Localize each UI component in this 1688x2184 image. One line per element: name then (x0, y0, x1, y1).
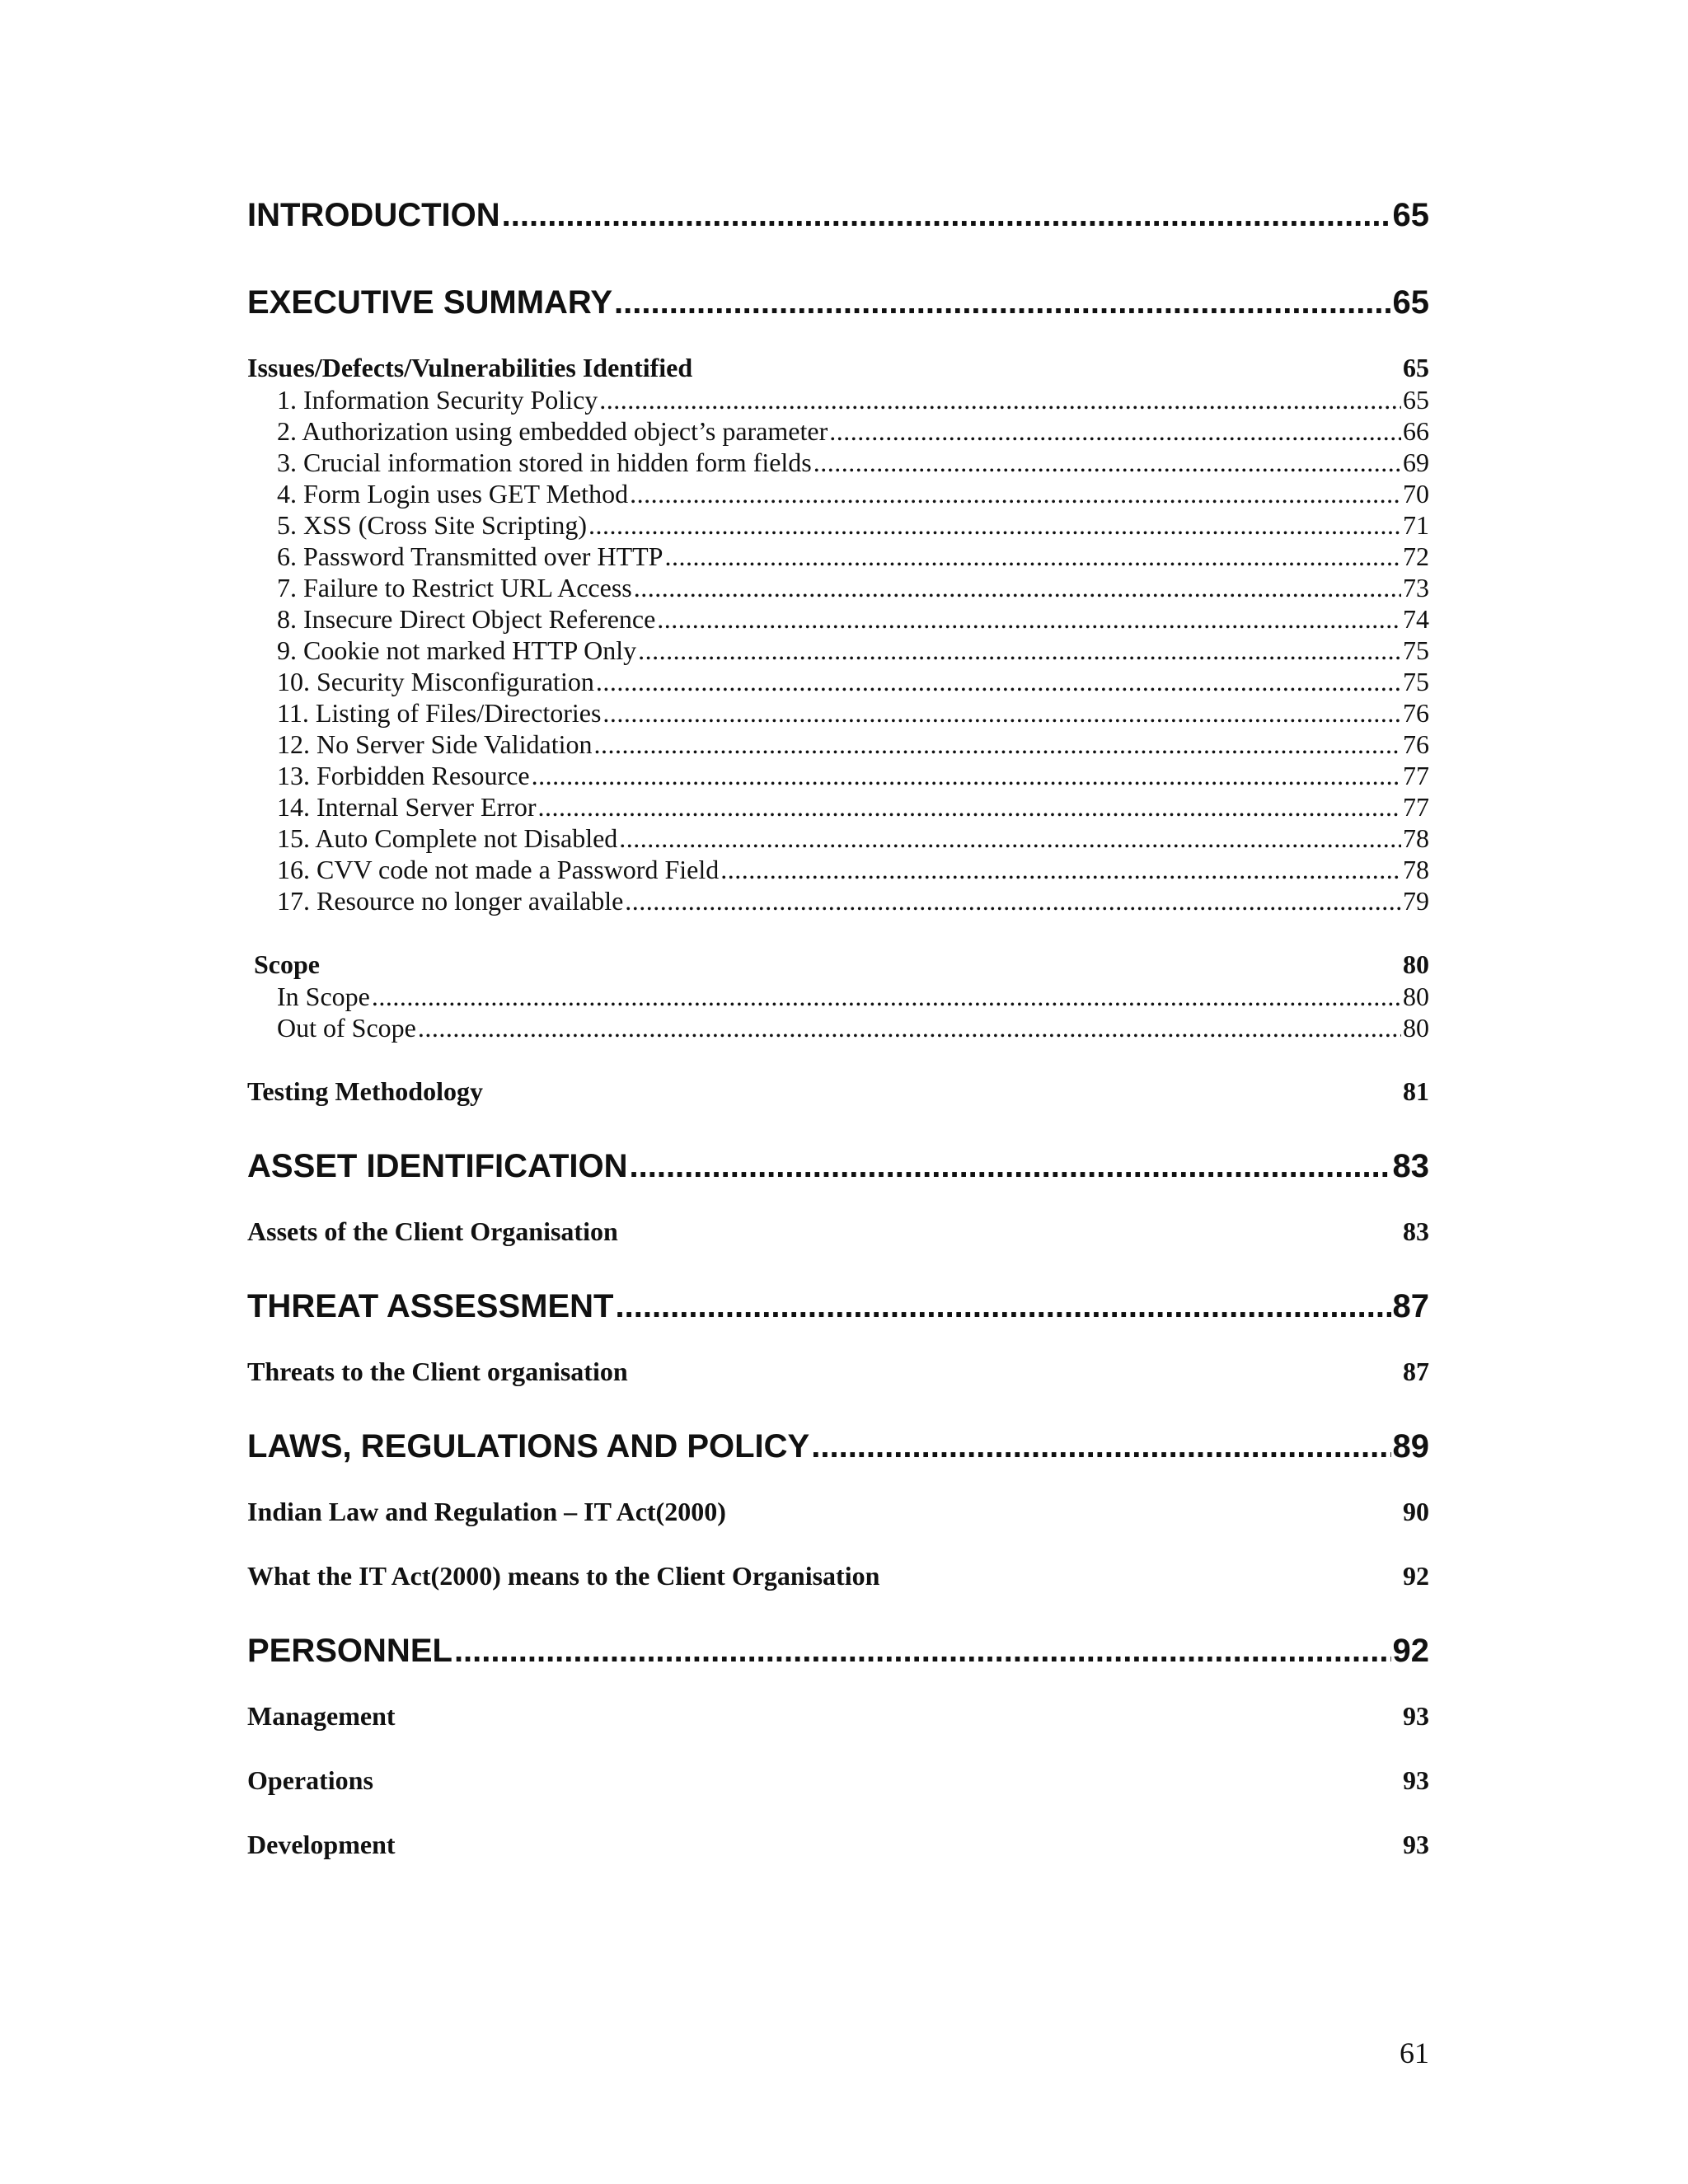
toc-subentry[interactable]: 17. Resource no longer available ..... 79 (247, 885, 1429, 916)
toc-entry-label: Issues/Defects/Vulnerabilities Identified (247, 353, 693, 382)
dot-leader (596, 666, 1401, 697)
toc-entry-issues[interactable] (247, 351, 1429, 384)
dot-leader (593, 729, 1401, 760)
toc-subentry[interactable]: 10. Security Misconfiguration ..... 75 (247, 666, 1429, 697)
toc-subentry[interactable]: 3. Crucial information stored in hidden form fields ..... 69 (247, 447, 1429, 478)
dot-leader (634, 572, 1401, 603)
dot-leader (532, 760, 1401, 791)
toc-entry-executive-summary[interactable] (247, 282, 1429, 323)
toc-entry-threats-client[interactable]: Threats to the Client organisation 87 (247, 1357, 1429, 1386)
dot-leader (454, 1630, 1391, 1671)
dot-leader (603, 697, 1401, 729)
toc-entry-indian-law[interactable]: Indian Law and Regulation – IT Act(2000) 90 (247, 1497, 1429, 1526)
toc-entry-page: 65 (1392, 284, 1429, 321)
toc-subentry[interactable]: 13. Forbidden Resource ..... 77 (247, 760, 1429, 791)
toc-subentry[interactable]: 15. Auto Complete not Disabled ..... 78 (247, 823, 1429, 854)
dot-leader (829, 415, 1401, 447)
toc-subentry[interactable]: 9. Cookie not marked HTTP Only ..... 75 (247, 635, 1429, 666)
dot-leader (538, 791, 1401, 823)
toc-entry-out-of-scope[interactable]: Out of Scope ..... 80 (247, 1012, 1429, 1043)
dot-leader (629, 1146, 1390, 1187)
table-of-contents (247, 194, 1429, 1861)
dot-leader (614, 282, 1390, 323)
toc-subentry[interactable]: 14. Internal Server Error ..... 77 (247, 791, 1429, 823)
dot-leader (630, 478, 1401, 509)
toc-entry-personnel[interactable]: PERSONNEL ..... 92 (247, 1630, 1429, 1671)
toc-entry-threat-assessment[interactable]: THREAT ASSESSMENT ..... 87 (247, 1286, 1429, 1327)
toc-entry-label: Scope (254, 949, 320, 979)
issue-list (247, 384, 1429, 916)
dot-leader (615, 1286, 1390, 1327)
dot-leader (619, 823, 1401, 854)
dot-leader (418, 1012, 1401, 1043)
toc-entry-label: INTRODUCTION (247, 197, 500, 233)
dot-leader (811, 1426, 1390, 1467)
dot-leader (588, 509, 1401, 541)
page-number: 61 (1400, 2036, 1429, 2069)
toc-entry-page: 80 (1403, 949, 1429, 979)
dot-leader (720, 854, 1401, 885)
toc-subentry[interactable]: 4. Form Login uses GET Method ..... 70 (247, 478, 1429, 509)
dot-leader (664, 541, 1401, 572)
toc-entry-assets-client[interactable]: Assets of the Client Organisation 83 (247, 1216, 1429, 1246)
dot-leader (814, 447, 1401, 478)
toc-entry-label: EXECUTIVE SUMMARY (247, 284, 613, 321)
dot-leader (625, 885, 1401, 916)
toc-subentry[interactable]: 8. Insecure Direct Object Reference ..... 74 (247, 603, 1429, 635)
dot-leader (599, 384, 1401, 415)
toc-entry-page: 65 (1392, 197, 1429, 233)
toc-subentry[interactable]: 5. XSS (Cross Site Scripting) ..... 71 (247, 509, 1429, 541)
dot-leader (502, 194, 1391, 236)
toc-entry-asset-identification[interactable]: ASSET IDENTIFICATION ..... 83 (247, 1146, 1429, 1187)
toc-subentry[interactable]: 1. Information Security Policy ..... 65 (247, 384, 1429, 415)
toc-entry-development[interactable]: Development 93 (247, 1830, 1429, 1859)
toc-entry-page: 65 (1403, 353, 1429, 382)
dot-leader (657, 603, 1401, 635)
toc-subentry[interactable]: 12. No Server Side Validation ..... 76 (247, 729, 1429, 760)
toc-entry-testing-methodology[interactable]: Testing Methodology 81 (247, 1076, 1429, 1106)
toc-entry-management[interactable]: Management 93 (247, 1701, 1429, 1731)
toc-subentry[interactable]: 2. Authorization using embedded object’s parameter ..... 66 (247, 415, 1429, 447)
toc-entry-laws[interactable]: LAWS, REGULATIONS AND POLICY ..... 89 (247, 1426, 1429, 1467)
toc-entry-in-scope[interactable]: In Scope ..... 80 (247, 981, 1429, 1012)
toc-subentry[interactable]: 16. CVV code not made a Password Field ..... 78 (247, 854, 1429, 885)
toc-subentry[interactable]: 7. Failure to Restrict URL Access ..... 73 (247, 572, 1429, 603)
dot-leader (372, 981, 1401, 1012)
toc-entry-operations[interactable]: Operations 93 (247, 1765, 1429, 1795)
toc-entry-introduction[interactable] (247, 194, 1429, 236)
toc-entry-scope[interactable] (247, 948, 1429, 981)
toc-entry-it-act-meaning[interactable]: What the IT Act(2000) means to the Client Organisation 92 (247, 1561, 1429, 1591)
toc-subentry[interactable]: 6. Password Transmitted over HTTP ..... 72 (247, 541, 1429, 572)
dot-leader (638, 635, 1401, 666)
toc-subentry[interactable]: 11. Listing of Files/Directories ..... 76 (247, 697, 1429, 729)
